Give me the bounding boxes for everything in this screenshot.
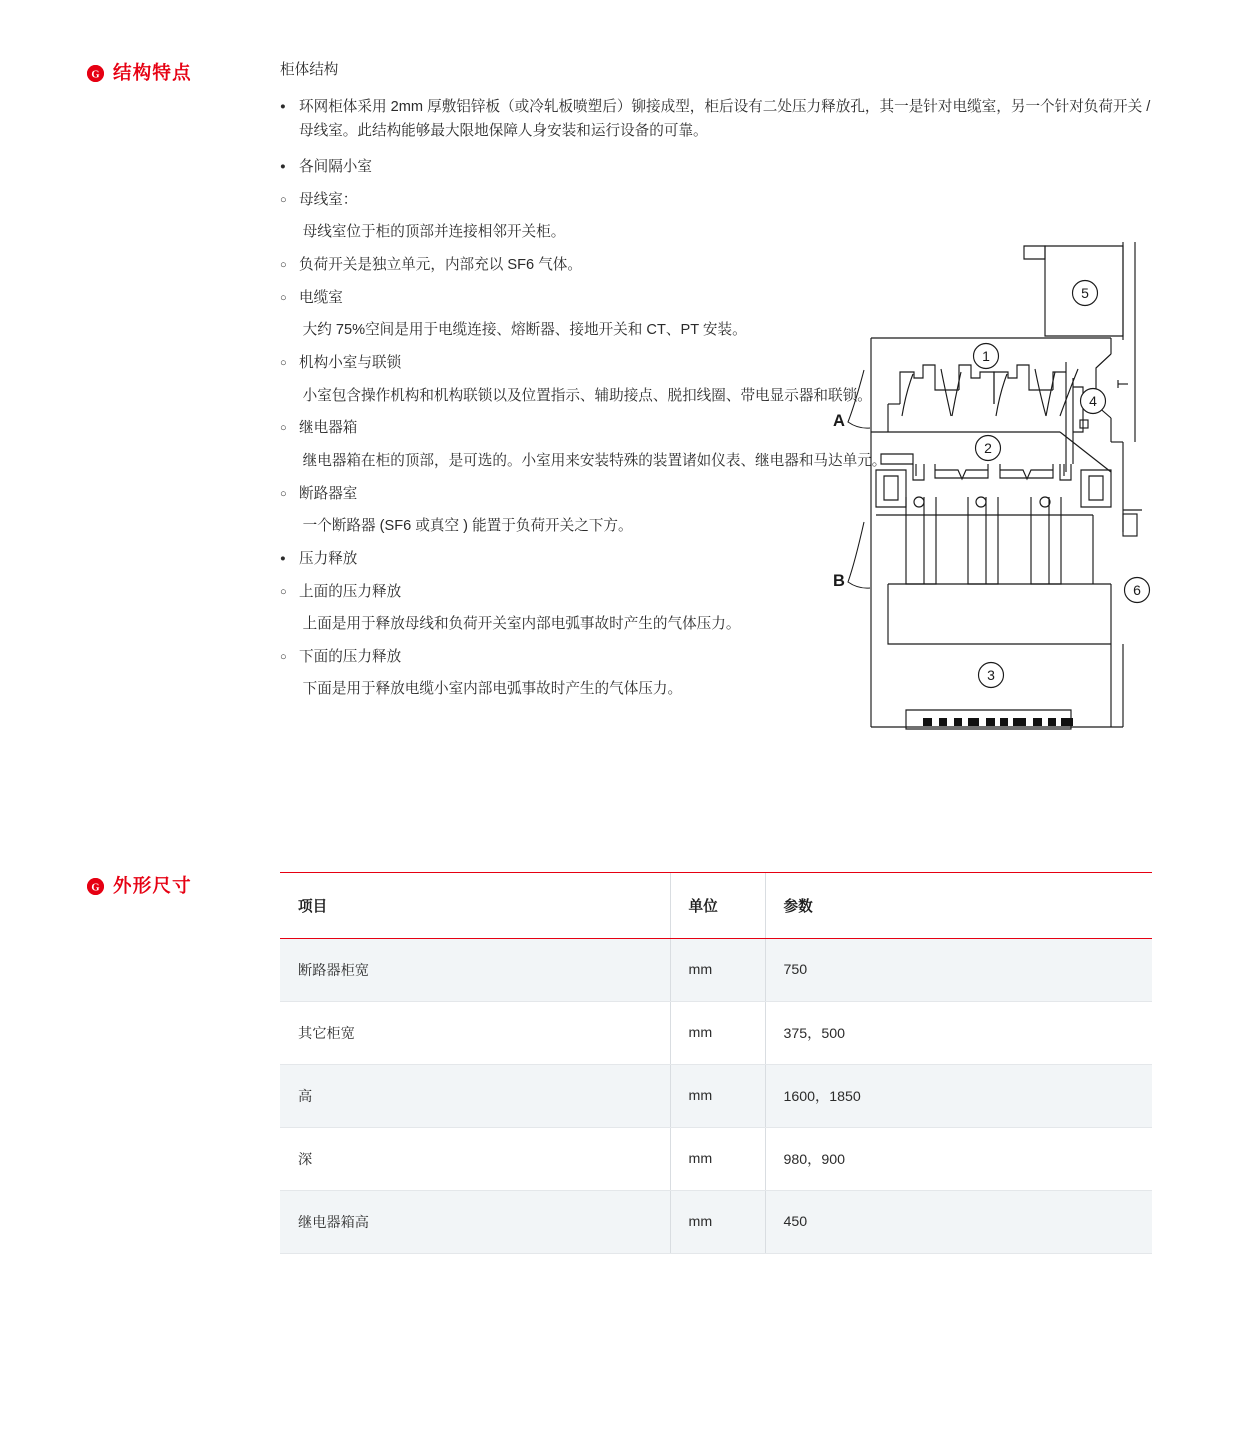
side-label-b: B bbox=[833, 572, 845, 590]
list-item: ○ 上面的压力释放 bbox=[280, 581, 1160, 605]
cell-unit: mm bbox=[670, 1191, 765, 1254]
table-row bbox=[280, 1191, 1152, 1254]
list-item-detail: 母线室位于柜的顶部并连接相邻开关柜。 bbox=[302, 224, 566, 241]
cell-value: 375，500 bbox=[765, 1002, 1152, 1065]
table-row bbox=[280, 939, 1152, 1002]
callout-4: 4 bbox=[1089, 393, 1097, 409]
list-item-detail: 大约 75%空间是用于电缆连接、熔断器、接地开关和 CT、PT 安装。 bbox=[302, 322, 747, 339]
list-item: ○ 下面的压力释放 bbox=[280, 646, 1160, 670]
cell-value: 450 bbox=[765, 1191, 1152, 1254]
list-item: ○ 机构小室与联锁 bbox=[280, 352, 1160, 376]
hollow-bullet-icon bbox=[280, 189, 299, 211]
list-item: ○ 母线室： bbox=[280, 189, 1160, 213]
table-header-row bbox=[280, 873, 1152, 939]
list-item: ● 压力释放 bbox=[280, 548, 1160, 572]
callout-1: 1 bbox=[982, 348, 990, 364]
column-header-value: 参数 bbox=[765, 873, 1152, 939]
list-item-detail: 上面是用于释放母线和负荷开关室内部电弧事故时产生的气体压力。 bbox=[302, 616, 741, 633]
filled-bullet-icon bbox=[280, 548, 299, 569]
cell-unit: mm bbox=[670, 1002, 765, 1065]
hollow-bullet-icon bbox=[280, 352, 299, 374]
cell-item: 高 bbox=[280, 1065, 670, 1128]
cell-unit: mm bbox=[670, 1065, 765, 1128]
g-badge-icon bbox=[87, 878, 104, 895]
cell-value: 980，900 bbox=[765, 1128, 1152, 1191]
list-item: ○ 电缆室 bbox=[280, 287, 1160, 311]
section-title-structure: 结构特点 bbox=[113, 62, 192, 83]
cell-value: 1600，1850 bbox=[765, 1065, 1152, 1128]
table-row bbox=[280, 1002, 1152, 1065]
subhead-cabinet-structure: 柜体结构 bbox=[280, 62, 339, 78]
hollow-bullet-icon bbox=[280, 417, 299, 439]
cell-unit: mm bbox=[670, 939, 765, 1002]
filled-bullet-icon bbox=[280, 156, 299, 177]
list-item-detail: 一个断路器 (SF6 或真空 ) 能置于负荷开关之下方。 bbox=[302, 518, 633, 535]
svg-text:G: G bbox=[91, 882, 100, 894]
cell-item: 断路器柜宽 bbox=[280, 939, 670, 1002]
side-label-a: A bbox=[833, 412, 845, 430]
callout-2: 2 bbox=[984, 440, 992, 456]
list-item-detail: 小室包含操作机构和机构联锁以及位置指示、辅助接点、脱扣线圈、带电显示器和联锁。 bbox=[302, 387, 872, 404]
list-item-detail: 下面是用于释放电缆小室内部电弧事故时产生的气体压力。 bbox=[302, 681, 683, 698]
column-header-item: 项目 bbox=[280, 873, 670, 939]
callout-5: 5 bbox=[1081, 285, 1089, 301]
list-item: ○ 断路器室 bbox=[280, 483, 1160, 507]
section-heading-structure bbox=[87, 64, 192, 83]
hollow-bullet-icon bbox=[280, 646, 299, 668]
filled-bullet-icon bbox=[280, 96, 299, 117]
callout-6: 6 bbox=[1133, 582, 1141, 598]
section-title-dimensions: 外形尺寸 bbox=[113, 875, 192, 896]
cell-item: 深 bbox=[280, 1128, 670, 1191]
cell-item: 其它柜宽 bbox=[280, 1002, 670, 1065]
list-item: ● 环网柜体采用 2mm 厚敷铝锌板（或冷轧板喷塑后）铆接成型，柜后设有二处压力释放孔，其一是针对电缆室，另一个针对负荷开关 / 母线室。此结构能够最大限地保障人身安装和运行设备的可靠。 bbox=[280, 96, 1160, 143]
callout-3: 3 bbox=[987, 667, 995, 683]
column-header-unit: 单位 bbox=[670, 873, 765, 939]
hollow-bullet-icon bbox=[280, 581, 299, 603]
table-row bbox=[280, 1065, 1152, 1128]
hollow-bullet-icon bbox=[280, 287, 299, 309]
list-item-detail: 继电器箱在柜的顶部，是可选的。小室用来安装特殊的装置诸如仪表、继电器和马达单元。 bbox=[302, 452, 887, 469]
table-row bbox=[280, 1128, 1152, 1191]
g-badge-icon bbox=[87, 65, 104, 82]
list-item: ● 各间隔小室 bbox=[280, 156, 1160, 180]
hollow-bullet-icon bbox=[280, 254, 299, 276]
list-item: ○ 负荷开关是独立单元，内部充以 SF6 气体。 bbox=[280, 254, 1160, 278]
cell-unit: mm bbox=[670, 1128, 765, 1191]
svg-text:G: G bbox=[91, 69, 100, 81]
cell-value: 750 bbox=[765, 939, 1152, 1002]
hollow-bullet-icon bbox=[280, 483, 299, 505]
section-heading-dimensions bbox=[87, 877, 192, 896]
cell-item: 继电器箱高 bbox=[280, 1191, 670, 1254]
switchgear-cross-section-diagram bbox=[828, 232, 1173, 742]
dimensions-table bbox=[280, 872, 1152, 1254]
list-item: ○ 继电器箱 bbox=[280, 417, 1160, 441]
